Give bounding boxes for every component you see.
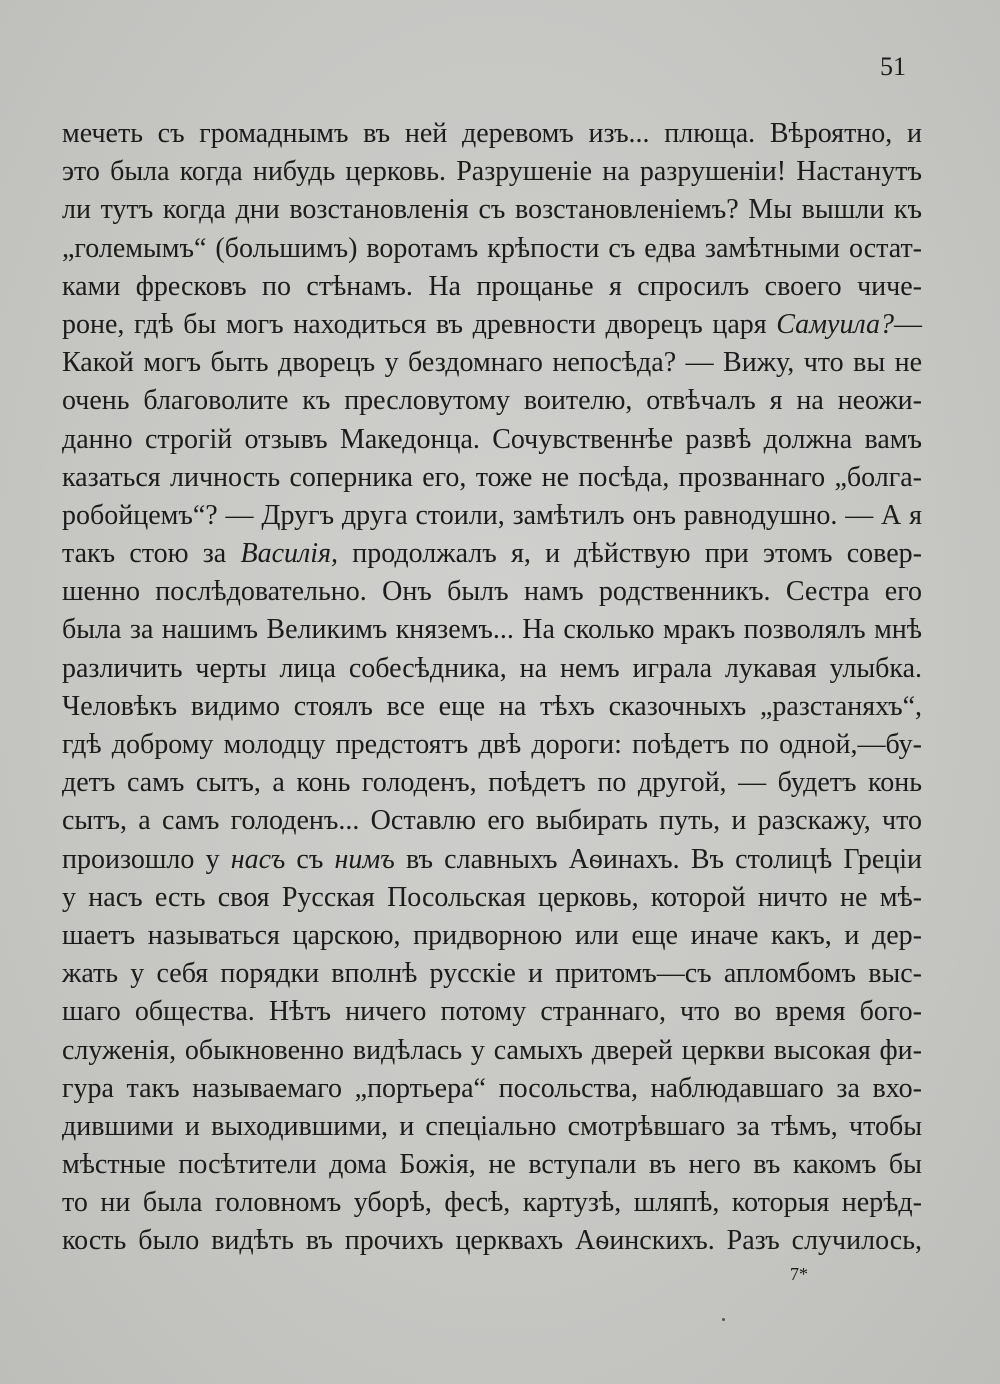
text-line: была за нашимъ Великимъ княземъ... На сколько мракъ позволялъ мнѣ <box>62 614 922 646</box>
text-line: такъ стою за Василія, продолжалъ я, и дѣйствую при этомъ совер- <box>62 538 922 570</box>
text-line: детъ самъ сытъ, а конь голоденъ, поѣдетъ по другой, — будетъ конь <box>62 767 922 799</box>
text-line: роне, гдѣ бы могъ находиться въ древности дворецъ царя Самуила?— <box>62 308 922 340</box>
body-text <box>62 115 922 1261</box>
text-line: гдѣ доброму молодцу предстоятъ двѣ дороги: поѣдетъ по одной,—бу- <box>62 729 922 760</box>
text-line: кость было видѣть въ прочихъ церквахъ Аѳинскихъ. Разъ случилось, <box>62 1225 922 1257</box>
text-line: ли тутъ когда дни возстановленія съ возстановленіемъ? Мы вышли къ <box>62 194 922 226</box>
text-line: мечеть съ громаднымъ въ ней деревомъ изъ... плюща. Вѣроятно, и <box>62 118 922 149</box>
text-line: казаться личность соперника его, тоже не посѣда, прозваннаго „болга- <box>62 461 922 493</box>
text-line: робойцемъ“? — Другъ друга стоили, замѣтилъ онъ равнодушно. — А я <box>62 499 922 531</box>
printer-signature-mark: 7* <box>790 1264 808 1284</box>
text-line: „големымъ“ (большимъ) воротамъ крѣпости съ едва замѣтными остат- <box>62 232 922 264</box>
text-line: мѣстные посѣтители дома Божія, не вступали въ него въ какомъ бы <box>62 1149 922 1181</box>
text-line: очень благоволите къ пресловутому воителю, отвѣчалъ я на неожи- <box>62 385 922 417</box>
text-line: гура такъ называемаго „портьера“ посольства, наблюдавшаго за вхо- <box>62 1072 922 1104</box>
text-line: то ни была головномъ уборѣ, фесѣ, картузѣ, шляпѣ, которыя нерѣд- <box>62 1187 922 1219</box>
text-line: произошло у насъ съ нимъ въ славныхъ Аѳинахъ. Въ столицѣ Греціи <box>62 843 922 875</box>
text-line: сытъ, а самъ голоденъ... Оставлю его выбирать путь, и разскажу, что <box>62 805 922 837</box>
text-line: дившими и выходившими, и спеціально смотрѣвшаго за тѣмъ, чтобы <box>62 1110 922 1142</box>
text-line: жать у себя порядки вполнѣ русскіе и притомъ—съ апломбомъ выс- <box>62 958 922 990</box>
text-line: шенно послѣдовательно. Онъ былъ намъ родственникъ. Сестра его <box>62 576 922 608</box>
italic-name: Василія, <box>240 538 339 570</box>
text-line: различить черты лица собесѣдника, на немъ играла лукавая улыбка. <box>62 652 922 684</box>
text-line: служенія, обыкновенно видѣлась у самыхъ дверей церкви высокая фи- <box>62 1034 922 1066</box>
page-number: 51 <box>880 52 906 81</box>
text-line: данно строгій отзывъ Македонца. Сочувственнѣе развѣ должна вамъ <box>62 423 922 455</box>
italic-word: насъ <box>230 843 286 875</box>
italic-name: Самуила? <box>776 308 894 340</box>
text-line: ками фресковъ по стѣнамъ. На прощанье я спросилъ своего чиче- <box>62 270 922 302</box>
text-line: Человѣкъ видимо стоялъ все еще на тѣхъ сказочныхъ „разстаняхъ“, <box>62 690 922 722</box>
italic-word: нимъ <box>334 843 395 875</box>
text-line: Какой могъ быть дворецъ у бездомнаго непосѣда? — Вижу, что вы не <box>62 347 922 379</box>
text-line: шаетъ называться царскою, придворною или еще иначе какъ, и дер- <box>62 919 922 951</box>
text-line: у насъ есть своя Русская Посольская церковь, которой ничто не мѣ- <box>62 881 922 913</box>
text-line: шаго общества. Нѣтъ ничего потому страннаго, что во время бого- <box>62 996 922 1028</box>
paper-speck <box>722 1318 725 1321</box>
text-line: это была когда нибудь церковь. Разрушеніе на разрушеніи! Настанутъ <box>62 156 922 188</box>
